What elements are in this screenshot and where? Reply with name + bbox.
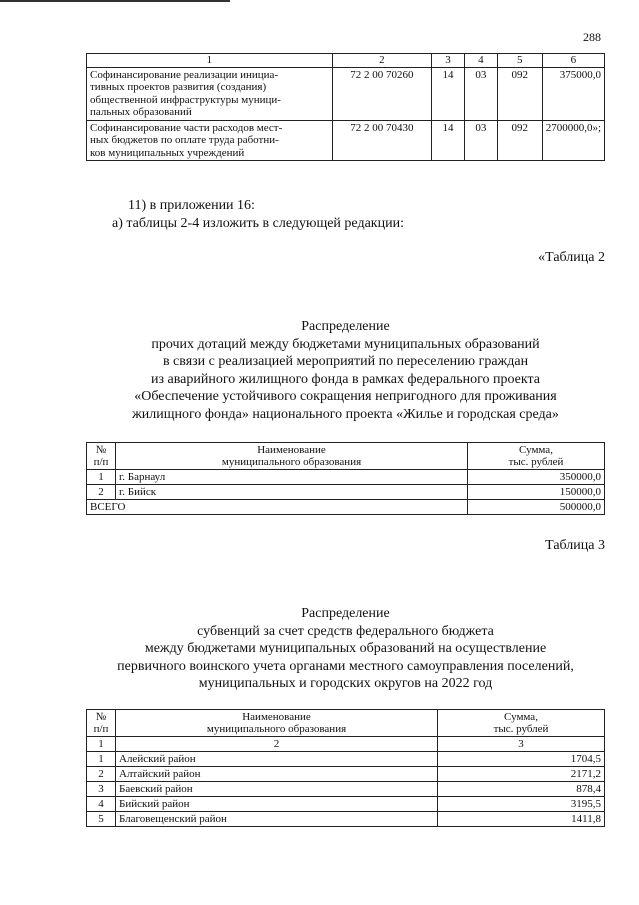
index-cell: 1: [87, 737, 116, 752]
table-row: [87, 797, 605, 812]
row-num-cell: 4: [87, 797, 116, 812]
header-line: Наименование: [257, 444, 326, 456]
name-line: ков муниципальных учреждений: [90, 146, 245, 159]
municipality-cell: Бийский район: [116, 797, 438, 812]
row-num-cell: 2: [87, 485, 116, 500]
header-num-cell: [87, 443, 116, 470]
header-sum-cell: [468, 443, 605, 470]
heading-line: в связи с реализацией мероприятий по переселению граждан: [162, 354, 529, 369]
heading-line: первичного воинского учета органами местного самоуправления поселений,: [117, 658, 574, 674]
sum-cell: 1411,8: [438, 812, 605, 827]
section-cell: 14: [432, 67, 465, 120]
table-row: [87, 782, 605, 797]
heading-line: муниципальных и городских округов на 2022 год: [198, 676, 493, 691]
table-row: [87, 470, 605, 485]
heading-line: Распределение: [301, 319, 390, 334]
header-line: №: [95, 444, 107, 456]
target-code-cell: 72 2 00 70430: [332, 120, 431, 161]
sum-cell: 150000,0: [468, 485, 605, 500]
name-line: Софинансирование реализации инициа-: [90, 68, 279, 81]
table2-distribution: [86, 442, 605, 515]
table-header-row: [87, 443, 605, 470]
row-num-cell: 3: [87, 782, 116, 797]
header-line: Сумма,: [504, 711, 538, 723]
name-line: тивных проектов развития (создания): [90, 81, 267, 93]
header-line: тыс. рублей: [508, 456, 564, 468]
expense-name-cell: [87, 67, 333, 120]
header-line: муниципального образования: [206, 723, 347, 735]
table-row: [87, 67, 605, 120]
header-line: муниципального образования: [221, 456, 362, 468]
column-index-row: [87, 737, 605, 752]
name-line: пальных образований: [90, 106, 192, 118]
sum-cell: 3195,5: [438, 797, 605, 812]
heading-line: жилищного фонда» национального проекта «Жилье и городская среда»: [132, 406, 559, 422]
header-name-cell: [116, 443, 468, 470]
header-name-cell: [116, 710, 438, 737]
heading-line: из аварийного жилищного фонда в рамках федерального проекта: [151, 371, 540, 387]
heading-line: Распределение: [301, 606, 390, 621]
row-num-cell: 5: [87, 812, 116, 827]
header-line: п/п: [93, 723, 109, 735]
header-cell: 4: [464, 54, 497, 68]
sum-cell: 2700000,0»;: [542, 120, 604, 161]
item-a-text: а) таблицы 2-4 изложить в следующей редакции:: [112, 216, 404, 231]
municipality-cell: Алейский район: [116, 752, 438, 767]
table2-heading: [86, 318, 605, 423]
total-row: [87, 500, 605, 515]
item-11-text: 11) в приложении 16:: [128, 198, 255, 213]
heading-line: субвенций за счет средств федерального бюджета: [197, 623, 494, 639]
heading-line: «Обеспечение устойчивого сокращения непригодного для проживания: [134, 389, 557, 404]
municipality-cell: Баевский район: [116, 782, 438, 797]
municipality-cell: Алтайский район: [116, 767, 438, 782]
sum-cell: 1704,5: [438, 752, 605, 767]
total-label-cell: ВСЕГО: [87, 500, 468, 515]
sum-cell: 350000,0: [468, 470, 605, 485]
table-row: [87, 752, 605, 767]
municipality-cell: г. Барнаул: [116, 470, 468, 485]
table-header-row: [87, 710, 605, 737]
table-row: [87, 767, 605, 782]
table2-label: «Таблица 2: [538, 250, 605, 265]
row-num-cell: 1: [87, 752, 116, 767]
header-line: Наименование: [242, 711, 311, 723]
name-line: ных бюджетов по оплате труда работни-: [90, 134, 279, 146]
header-line: Сумма,: [519, 444, 553, 456]
index-cell: 2: [116, 737, 438, 752]
header-line: тыс. рублей: [493, 723, 549, 735]
municipality-cell: Благовещенский район: [116, 812, 438, 827]
expense-type-cell: 092: [497, 67, 542, 120]
budget-lines-table: [86, 53, 605, 161]
table-row: [87, 812, 605, 827]
page-number: 288: [583, 30, 601, 44]
sum-cell: 878,4: [438, 782, 605, 797]
header-line: №: [95, 711, 107, 723]
total-sum-cell: 500000,0: [468, 500, 605, 515]
expense-name-cell: [87, 120, 333, 161]
header-line: п/п: [93, 456, 109, 468]
subsection-cell: 03: [464, 67, 497, 120]
row-num-cell: 2: [87, 767, 116, 782]
header-num-cell: [87, 710, 116, 737]
table-header-row: [87, 54, 605, 68]
municipality-cell: г. Бийск: [116, 485, 468, 500]
subsection-cell: 03: [464, 120, 497, 161]
heading-line: прочих дотаций между бюджетами муниципальных образований: [151, 336, 540, 352]
section-cell: 14: [432, 120, 465, 161]
table3-distribution: [86, 709, 605, 827]
table3-label: Таблица 3: [545, 538, 605, 553]
header-cell: 1: [87, 54, 333, 68]
table-row: [87, 120, 605, 161]
target-code-cell: 72 2 00 70260: [332, 67, 431, 120]
heading-line: между бюджетами муниципальных образований на осуществление: [144, 641, 547, 656]
header-cell: 2: [332, 54, 431, 68]
top-border-line: [0, 0, 230, 2]
header-cell: 6: [542, 54, 604, 68]
header-sum-cell: [438, 710, 605, 737]
table-row: [87, 485, 605, 500]
expense-type-cell: 092: [497, 120, 542, 161]
sum-cell: 375000,0: [542, 67, 604, 120]
name-line: Софинансирование части расходов мест-: [90, 121, 283, 134]
header-cell: 3: [432, 54, 465, 68]
table3-heading: [86, 605, 605, 693]
index-cell: 3: [438, 737, 605, 752]
sum-cell: 2171,2: [438, 767, 605, 782]
name-line: общественной инфраструктуры муници-: [90, 93, 281, 106]
row-num-cell: 1: [87, 470, 116, 485]
header-cell: 5: [497, 54, 542, 68]
